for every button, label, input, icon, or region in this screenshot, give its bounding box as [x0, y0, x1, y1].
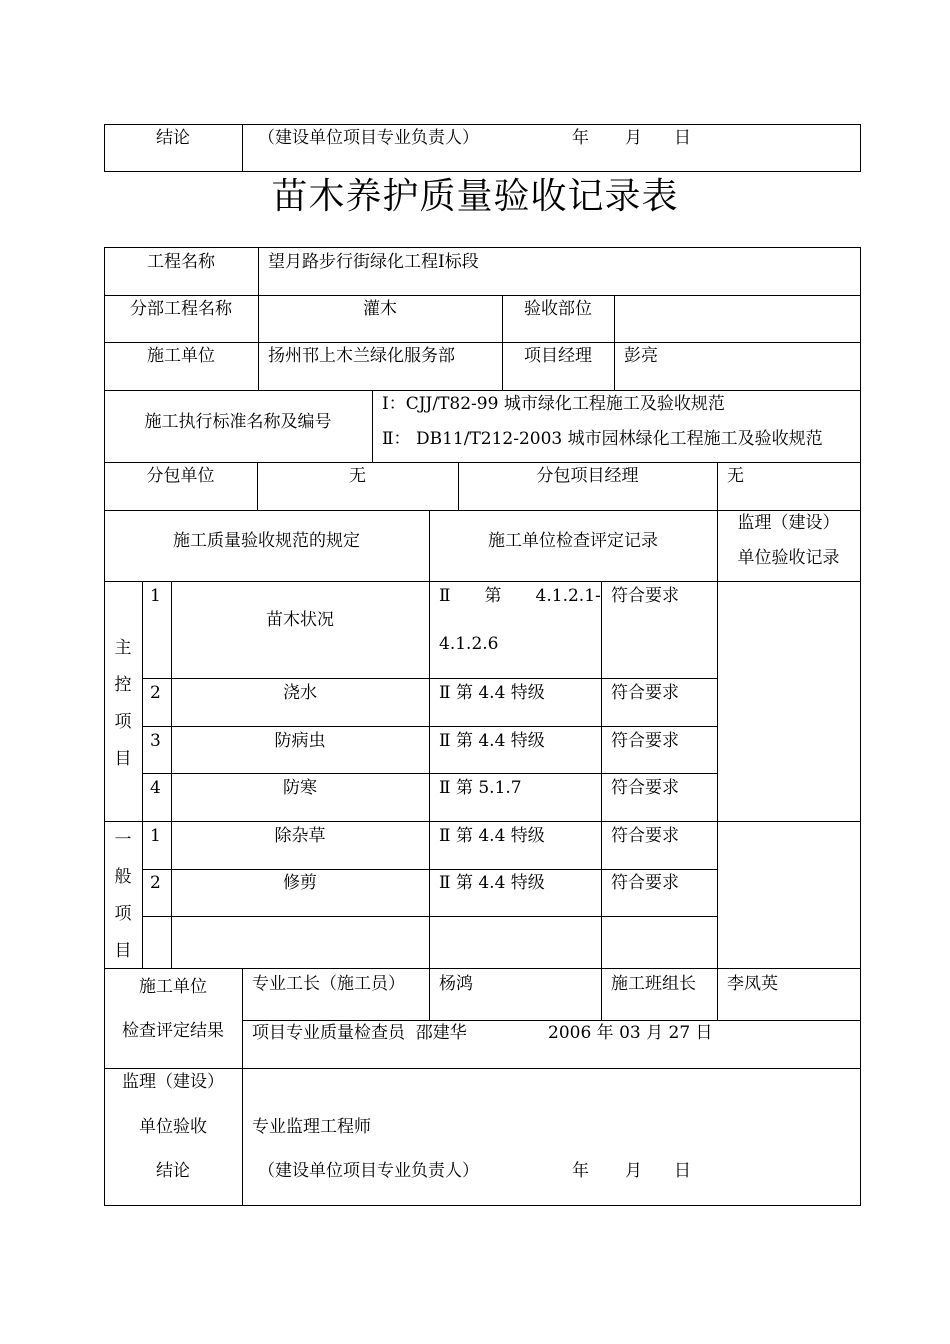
- standard-label: 施工执行标准名称及编号: [144, 412, 332, 432]
- main-row-3-clause: Ⅱ 第 4.4 特级: [439, 731, 545, 751]
- foreman-label: 专业工长（施工员）: [252, 974, 405, 994]
- main-row-3-item: 防病虫: [274, 731, 326, 751]
- supervision-label-1: 监理（建设）: [122, 1072, 224, 1092]
- supervision-year-label: 年: [572, 1161, 589, 1181]
- contractor-result-label-2: 检查评定结果: [122, 1021, 224, 1041]
- top-day-label: 日: [674, 128, 691, 148]
- column-supervision-header-2: 单位验收记录: [737, 548, 840, 568]
- supervision-label-3: 结论: [156, 1161, 190, 1181]
- team-leader-label: 施工班组长: [611, 974, 696, 994]
- main-row-2-clause: Ⅱ 第 4.4 特级: [439, 683, 545, 703]
- general-row-2-item: 修剪: [283, 873, 317, 893]
- main-row-1-clause-a: Ⅱ 第 4.1.2.1-: [439, 586, 601, 606]
- contractor-value: 扬州邗上木兰绿化服务部: [268, 346, 455, 366]
- supervision-label-2: 单位验收: [139, 1117, 207, 1137]
- supervision-month-label: 月: [625, 1161, 642, 1181]
- top-year-label: 年: [572, 128, 589, 148]
- column-check-header: 施工单位检查评定记录: [488, 531, 658, 551]
- main-row-1-result: 符合要求: [611, 586, 679, 606]
- standard-2: Ⅱ： DB11/T212-2003 城市园林绿化工程施工及验收规范: [382, 429, 823, 449]
- main-row-1-clause-b: 4.1.2.6: [439, 634, 499, 654]
- general-row-1-no: 1: [150, 826, 161, 846]
- supervision-day-label: 日: [674, 1161, 691, 1181]
- project-name-label: 工程名称: [147, 252, 215, 272]
- sub-pm-value: 无: [727, 466, 744, 486]
- inspection-date: 2006 年 03 月 27 日: [548, 1023, 713, 1043]
- main-row-4-result: 符合要求: [611, 778, 679, 798]
- supervision-signer-label: （建设单位项目专业负责人）: [258, 1161, 479, 1181]
- contractor-label: 施工单位: [147, 346, 215, 366]
- sub-pm-label: 分包项目经理: [536, 466, 639, 486]
- subcontractor-value: 无: [349, 466, 366, 486]
- sub-project-label: 分部工程名称: [130, 299, 232, 319]
- top-conclusion-label: 结论: [156, 128, 190, 148]
- main-row-4-no: 4: [150, 778, 161, 798]
- main-row-1-item: 苗木状况: [266, 610, 334, 630]
- project-manager-value: 彭亮: [624, 346, 658, 366]
- general-row-1-result: 符合要求: [611, 826, 679, 846]
- top-month-label: 月: [625, 128, 642, 148]
- general-row-1-clause: Ⅱ 第 4.4 特级: [439, 826, 545, 846]
- project-name-value: 望月路步行街绿化工程Ⅰ标段: [268, 252, 479, 272]
- standard-1: Ⅰ：CJJ/T82-99 城市绿化工程施工及验收规范: [382, 394, 725, 414]
- main-control-group-label: 主 控 项 目: [114, 638, 132, 769]
- project-manager-label: 项目经理: [524, 346, 592, 366]
- column-supervision-header-1: 监理（建设）: [737, 513, 840, 533]
- contractor-result-label-1: 施工单位: [139, 977, 207, 997]
- quality-inspector-line: 项目专业质量检查员 邵建华: [252, 1023, 467, 1043]
- main-row-2-item: 浇水: [283, 683, 317, 703]
- main-row-3-result: 符合要求: [611, 731, 679, 751]
- main-row-4-item: 防寒: [283, 778, 317, 798]
- sub-project-value: 灌木: [363, 299, 397, 319]
- general-row-1-item: 除杂草: [274, 826, 326, 846]
- foreman-value: 杨鸿: [439, 974, 473, 994]
- inspection-part-label: 验收部位: [524, 299, 592, 319]
- page-title: 苗木养护质量验收记录表: [271, 176, 679, 217]
- main-row-1-no: 1: [150, 586, 161, 606]
- main-row-2-no: 2: [150, 683, 161, 703]
- general-row-2-clause: Ⅱ 第 4.4 特级: [439, 873, 545, 893]
- supervision-engineer-label: 专业监理工程师: [252, 1117, 371, 1137]
- subcontractor-label: 分包单位: [146, 466, 215, 486]
- general-group-label: 一 般 项 目: [114, 830, 132, 961]
- column-spec-header: 施工质量验收规范的规定: [173, 531, 360, 551]
- general-row-2-no: 2: [150, 873, 161, 893]
- main-row-3-no: 3: [150, 731, 161, 751]
- main-row-4-clause: Ⅱ 第 5.1.7: [439, 778, 522, 798]
- general-row-2-result: 符合要求: [611, 873, 679, 893]
- top-signer-label: （建设单位项目专业负责人）: [258, 128, 479, 148]
- main-row-2-result: 符合要求: [611, 683, 679, 703]
- team-leader-value: 李凤英: [727, 974, 778, 994]
